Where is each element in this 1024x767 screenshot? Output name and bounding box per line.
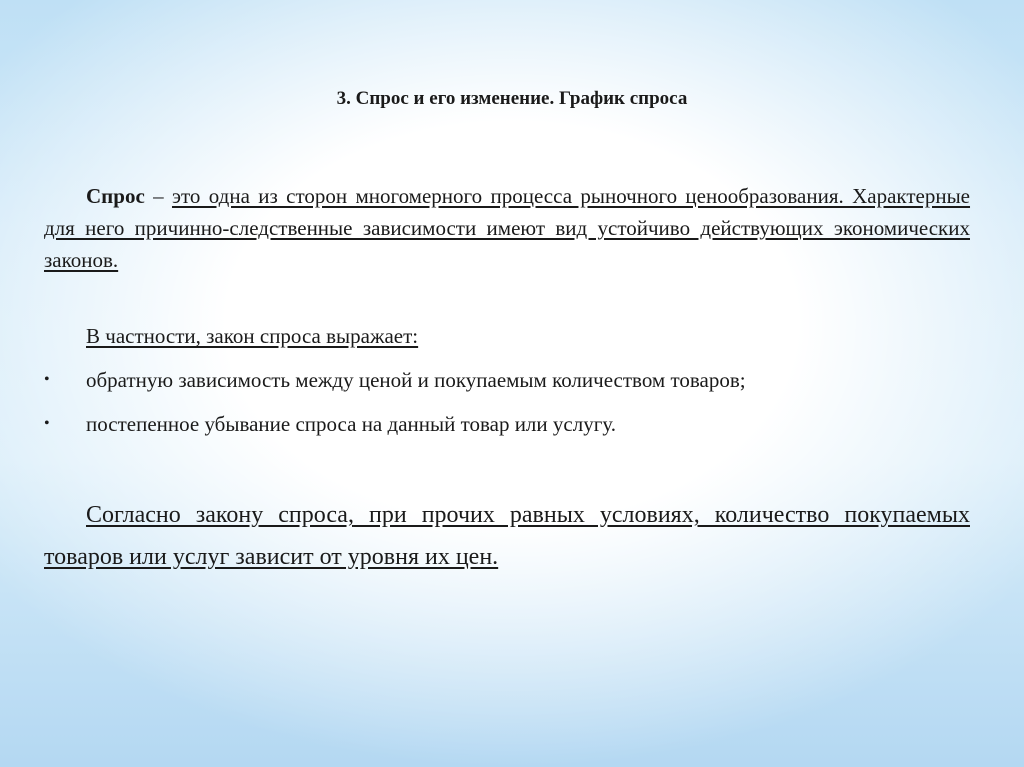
law-intro xyxy=(44,320,970,352)
conclusion-paragraph xyxy=(44,494,970,578)
law-intro-text: В частности, закон спроса выражает: xyxy=(86,324,419,348)
bullet-icon: • xyxy=(44,415,50,432)
definition-dash: – xyxy=(144,184,172,208)
bullet-text: постепенное убывание спроса на данный товар или услугу. xyxy=(86,412,616,436)
bullet-icon: • xyxy=(44,371,50,388)
bullet-text: обратную зависимость между ценой и покупаемым количеством товаров; xyxy=(86,368,746,392)
definition-paragraph xyxy=(44,180,970,276)
definition-term: Спрос xyxy=(86,184,145,208)
slide-title: 3. Спрос и его изменение. График спроса xyxy=(336,88,688,109)
conclusion-part1: Согласно закону спроса, xyxy=(86,502,354,528)
definition-body: это одна из сторон многомерного процесса рыночного ценообразования. Характерные для него причинно-следственные зависимости имеют вид устойчиво действующих экономических законов. xyxy=(44,184,971,272)
conclusion-part2: при прочих равных условиях, количество покупаемых товаров или услуг зависит от уровня их цен. xyxy=(44,502,970,570)
